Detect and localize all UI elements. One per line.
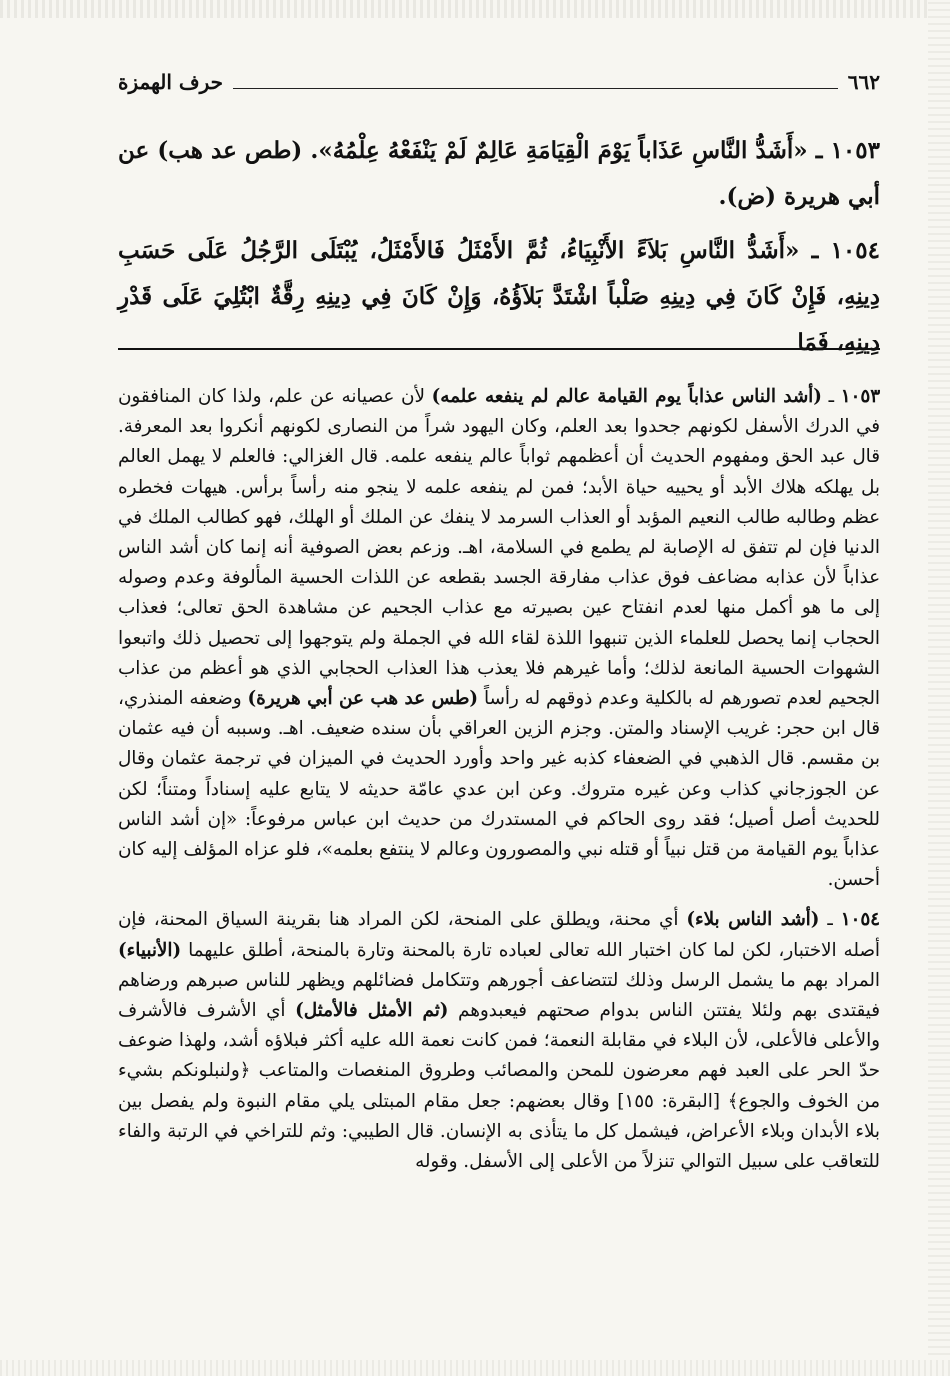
- hadith-number: ١٠٥٤: [830, 237, 880, 264]
- page-number: ٦٦٢: [847, 70, 880, 94]
- chapter-title: حرف الهمزة: [118, 70, 224, 94]
- hadith-text: «أَشَدُّ النَّاسِ بَلاَءً الأَنْبِيَاءُ، ثُمَّ الأَمْثَلُ فَالأَمْثَلُ، يُبْتَلَى الرَّجُلُ عَلَى حَسَبِ دِينِهِ، فَإِنْ كَانَ فِي دِينِهِ صَلْباً اشْتَدَّ بَلاَؤُهُ، وَإِنْ كَانَ فِي دِينِهِ رِقَّةٌ ابْتُلِيَ عَلَى قَدْرِ دِينِهِ، فَمَا: [118, 237, 880, 356]
- commentary-number: ١٠٥٤: [840, 909, 880, 931]
- commentary-text-2: المراد بهم ما يشمل الرسل وذلك لتتضاعف أجورهم وتتكامل فضائلهم ويظهر للناس صبرهم ورضاهم فيقتدى بهم ولئلا يفتتن الناس بدوام صحتهم فيعبدوهم: [118, 969, 880, 1022]
- commentary-heading-2: (الأنبياء): [118, 939, 182, 961]
- scan-edge-right: [928, 0, 950, 1376]
- commentary-source: (طس عد هب عن أبي هريرة): [247, 688, 478, 710]
- commentary-heading: (أشد الناس عذاباً يوم القيامة عالم لم ينفعه علمه): [431, 386, 822, 407]
- commentary-text: أي محنة، ويطلق على المنحة، لكن المراد هنا بقرينة السياق المحنة، فإن أصله الاختبار، لكن لما كان اختبار الله تعالى لعباده تارة بالمحنة وتارة بالمنحة، أطلق عليهما: [118, 909, 881, 961]
- scan-edge-top: [0, 0, 950, 18]
- hadith-text: «أَشَدُّ النَّاسِ عَذَاباً يَوْمَ الْقِيَامَةِ عَالِمٌ لَمْ يَنْفَعْهُ عِلْمُهُ». (طص عد هب) عن أبي هريرة (ض).: [118, 137, 880, 210]
- commentary-text-3: أي الأشرف فالأشرف والأعلى فالأعلى، لأن البلاء في مقابلة النعمة؛ فمن كانت نعمة الله عليه أكثر فبلاؤه أشد، ولهذا ضوعف حدّ الحر على العبد فهم معرضون للمحن والمصائب وطروق المنغصات والمتاعب ﴿ولنبلونكم بشيء من الخوف والجوع﴾ [البقرة: ١٥٥] وقال بعضهم: جعل مقام المبتلى يلي مقام النبوة ولم يفصل بين بلاء الأبدان وبلاء الأعراض، فيشمل كل ما يتأذى به الإنسان. قال الطيبي: وثم للتراخي في الرتبة والفاء للتعاقب على سبيل التوالي تنزلاً من الأعلى إلى الأسفل. وقوله: [118, 1000, 880, 1173]
- section-divider: [118, 348, 880, 350]
- commentary-heading: (أشد الناس بلاء): [686, 909, 820, 931]
- commentary-number: ١٠٥٣: [840, 386, 881, 407]
- commentary-1054: ١٠٥٤ ـ (أشد الناس بلاء) أي محنة، ويطلق على المنحة، لكن المراد هنا بقرينة السياق المحنة، فإن أصله الاختبار، لكن لما كان اختبار الله تعالى لعباده تارة بالمحنة وتارة بالمنحة، أطلق عليهما (الأنبياء) المراد بهم ما يشمل الرسل وذلك لتتضاعف أجورهم وتتكامل فضائلهم ويظهر للناس صبرهم ورضاهم فيقتدى بهم ولئلا يفتتن الناس بدوام صحتهم فيعبدوهم (ثم الأمثل فالأمثل) أي الأشرف فالأشرف والأعلى فالأعلى، لأن البلاء في مقابلة النعمة؛ فمن كانت نعمة الله عليه أكثر فبلاؤه أشد، ولهذا ضوعف حدّ الحر على العبد فهم معرضون للمحن والمصائب وطروق المنغصات والمتاعب ﴿ولنبلونكم بشيء من الخوف والجوع﴾ [البقرة: ١٥٥] وقال بعضهم: جعل مقام المبتلى يلي مقام النبوة ولم يفصل بين بلاء الأبدان وبلاء الأعراض، فيشمل كل ما يتأذى به الإنسان. قال الطيبي: وثم للتراخي في الرتبة والفاء للتعاقب على سبيل التوالي تنزلاً من الأعلى إلى الأسفل. وقوله: [118, 909, 881, 1173]
- scan-edge-bottom: [0, 1360, 950, 1376]
- hadith-text-section: [118, 128, 880, 374]
- commentary-text-continued: وضعفه المنذري، قال ابن حجر: غريب الإسناد والمتن. وجزم الزين العراقي بأن سنده ضعيف. اهـ. وسببه أن فيه عثمان بن مقسم. قال الذهبي في الضعفاء كذبه غير واحد وأورد الحديث في الميزان في ترجمة عثمان وقال عن الجوزجاني كذاب وعن غيره متروك. وعن ابن عدي عامّة حديثه لا يتابع عليه إسناداً ومتناً؛ لكن للحديث أصل أصيل؛ فقد روى الحاكم في المستدرك من حديث ابن عباس مرفوعاً: «إن أشد الناس عذاباً يوم القيامة من قتل نبياً أو قتله نبي والمصورون وعالم لا ينتفع بعلمه»، فلو عزاه المؤلف إليه كان أحسن.: [118, 688, 880, 891]
- commentary-heading-3: (ثم الأمثل فالأمثل): [295, 1000, 449, 1022]
- hadith-1053: ١٠٥٣ ـ «أَشَدُّ النَّاسِ عَذَاباً يَوْمَ الْقِيَامَةِ عَالِمٌ لَمْ يَنْفَعْهُ عِلْمُهُ». (طص عد هب) عن أبي هريرة (ض).: [118, 137, 880, 210]
- hadith-number: ١٠٥٣: [830, 137, 880, 164]
- commentary-text: لأن عصيانه عن علم، ولذا كان المنافقون في الدرك الأسفل لكونهم جحدوا بعد العلم، وكان اليهود شراً من النصارى لكونهم أنكروا بعد المعرفة. قال عبد الحق ومفهوم الحديث أن أعظمهم ثواباً عالم ينفعه علمه. قال الغزالي: فالعلم لا يهمل العالم بل يهلكه هلاك الأبد أو يحييه حياة الأبد؛ فمن لم ينفعه علمه لا ينجو منه رأساً برأس. هيهات فخطره عظم وطالبه طالب النعيم المؤبد أو العذاب السرمد لا ينفك عن الملك أو الهلك، فهو كطالب الملك في الدنيا فإن لم تتفق له الإصابة لم يطمع في السلامة، اهـ. وزعم بعض الصوفية أنه إنما كان أشد الناس عذاباً لأن عذابه مضاعف فوق عذاب مفارقة الجسد بقطعه عن اللذات الحسية المألوفة وعدم وصوله إلى ما هو أكمل منها لعدم انفتاح عين بصيرته مع عذاب الجحيم عن مشاهدة الحق تعالى؛ فعذاب الحجاب إنما يحصل للعلماء الذين تنبهوا اللذة لقاء الله في الجملة ولم يتوجهوا إلى تحصيل ذلك واتبعوا الشهوات الحسية المانعة لذلك؛ وأما غيرهم فلا يعذب هذا العذاب الحجابي الذي هو أعظم من عذاب الجحيم لعدم تصورهم له بالكلية وعدم ذوقهم له رأساً: [118, 386, 880, 710]
- commentary-1053: ١٠٥٣ ـ (أشد الناس عذاباً يوم القيامة عالم لم ينفعه علمه) لأن عصيانه عن علم، ولذا كان المنافقون في الدرك الأسفل لكونهم جحدوا بعد العلم، وكان اليهود شراً من النصارى لكونهم أنكروا بعد المعرفة. قال عبد الحق ومفهوم الحديث أن أعظمهم ثواباً عالم ينفعه علمه. قال الغزالي: فالعلم لا يهمل العالم بل يهلكه هلاك الأبد أو يحييه حياة الأبد؛ فمن لم ينفعه علمه لا ينجو منه رأساً برأس. هيهات فخطره عظم وطالبه طالب النعيم المؤبد أو العذاب السرمد لا ينفك عن الملك أو الهلك، فهو كطالب الملك في الدنيا فإن لم تتفق له الإصابة لم يطمع في السلامة، اهـ. وزعم بعض الصوفية أنه إنما كان أشد الناس عذاباً لأن عذابه مضاعف فوق عذاب مفارقة الجسد بقطعه عن اللذات الحسية المألوفة وعدم وصوله إلى ما هو أكمل منها لعدم انفتاح عين بصيرته مع عذاب الجحيم عن مشاهدة الحق تعالى؛ فعذاب الحجاب إنما يحصل للعلماء الذين تنبهوا اللذة لقاء الله في الجملة ولم يتوجهوا إلى تحصيل ذلك واتبعوا الشهوات الحسية المانعة لذلك؛ وأما غيرهم فلا يعذب هذا العذاب الحجابي الذي هو أعظم من عذاب الجحيم لعدم تصورهم له بالكلية وعدم ذوقهم له رأساً (طس عد هب عن أبي هريرة) وضعفه المنذري، قال ابن حجر: غريب الإسناد والمتن. وجزم الزين العراقي بأن سنده ضعيف. اهـ. وسببه أن فيه عثمان بن مقسم. قال الذهبي في الضعفاء كذبه غير واحد وأورد الحديث في الميزان في ترجمة عثمان وقال عن الجوزجاني كذاب وعن غيره متروك. وعن ابن عدي عامّة حديثه لا يتابع عليه إسناداً ومتناً؛ لكن للحديث أصل أصيل؛ فقد روى الحاكم في المستدرك من حديث ابن عباس مرفوعاً: «إن أشد الناس عذاباً يوم القيامة من قتل نبياً أو قتله نبي والمصورون وعالم لا ينتفع بعلمه»، فلو عزاه المؤلف إليه كان أحسن.: [118, 386, 881, 891]
- running-header: [118, 70, 880, 94]
- header-rule: [233, 88, 838, 89]
- commentary-section: [118, 382, 880, 1187]
- hadith-1054: ١٠٥٤ ـ «أَشَدُّ النَّاسِ بَلاَءً الأَنْبِيَاءُ، ثُمَّ الأَمْثَلُ فَالأَمْثَلُ، يُبْتَلَى الرَّجُلُ عَلَى حَسَبِ دِينِهِ، فَإِنْ كَانَ فِي دِينِهِ صَلْباً اشْتَدَّ بَلاَؤُهُ، وَإِنْ كَانَ فِي دِينِهِ رِقَّةٌ ابْتُلِيَ عَلَى قَدْرِ دِينِهِ، فَمَا: [118, 237, 880, 356]
